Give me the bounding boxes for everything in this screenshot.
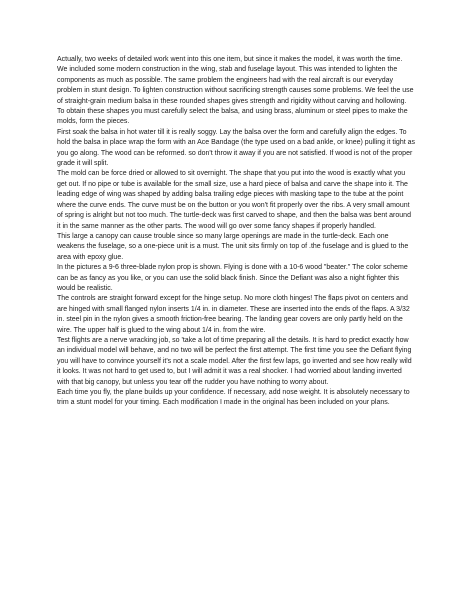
paragraph-2: We included some modern construction in the wing, stab and fuselage layout. This was intended to lighten the components as much as possible. The same problem the engineers had with the real aircraft is our everyday problem in stunt design. To lighten construction without sacrificing strength causes some problems. We feel the use of straight-grain medium balsa in these rounded shapes gives strength and rigidity without carving and hollowing. To obtain these shapes you must carefully select the balsa, and using brass, aluminum or steel pipes to make the molds, form the pieces.: [57, 66, 414, 126]
paragraph-6: In the pictures a 9-6 three-blade nylon prop is shown. Flying is done with a 10-6 wood "beater." The color scheme can be as fancy as you like, or you can use the solid black finish. Since the Defiant was also a night fighter this would be realistic.: [57, 264, 408, 292]
paragraph-1: Actually, two weeks of detailed work went into this one item, but since it makes the model, it was worth the time.: [57, 56, 403, 63]
paragraph-8: Test flights are a nerve wracking job, so 'take a lot of time preparing all the details. It is hard to predict exactly how an individual model will behave, and no two will be perfect the first attempt. The first time you see the Defiant flying you will have to convince yourself it's not a scale model. After the first few laps, go inverted and see how really wild it looks. It was not hard to get used to, but I will admit it was a real shocker. I had worried about landing inverted with that big canopy, but unless you tear off the rudder you have nothing to worry about.: [57, 336, 412, 386]
paragraph-3: First soak the balsa in hot water till it is really soggy. Lay the balsa over the form and carefully align the edges. To hold the balsa in place wrap the form with an Ace Bandage (the type used on a bad ankle, or knee) pulling it tight as you go along. The wood can be reformed. so don't throw it away if you are not satisfied. If wood is not of the proper grade it will split.: [57, 128, 416, 168]
paragraph-7: The controls are straight forward except for the hinge setup. No more cloth hinges! The flaps pivot on centers and are hinged with small flanged nylon inserts 1/4 in. in diameter. These are inserted into the ends of the flaps. A 3/32 in. steel pin in the nylon gives a smooth friction-free bearing. The landing gear covers are only partly held on the wire. The upper half is glued to the wing about 1/4 in. from the wire.: [57, 295, 410, 334]
paragraph-4: The mold can be force dried or allowed to sit overnight. The shape that you put into the wood is exactly what you get out. If no pipe or tube is available for the small size, use a hard piece of balsa and carve the shape into it. The leading edge of wing was shaped by adding balsa trailing edge pieces with masking tape to the tube at the point where the curve ends. The curve must be on the button or you won't fit properly over the ribs. A very small amount of spring is alright but not too much. The turtle-deck was first carved to shape, and then the balsa was bent around it in the same manner as the other parts. The wood will go over some fancy shapes if properly handled.: [57, 170, 411, 230]
paragraph-5: This large a canopy can cause trouble since so many large openings are made in the turtle-deck. Each one weakens the fuselage, so a one-piece unit is a must. The unit sits firmly on top of .the fuselage and is glued to the area with epoxy glue.: [57, 232, 409, 261]
article-body: [57, 55, 415, 409]
paragraph-9: Each time you fly, the plane builds up your confidence. If necessary, add nose weight. It is absolutely necessary to trim a stunt model for your timing. Each modification I made in the original has been included on your plans.: [57, 389, 410, 407]
